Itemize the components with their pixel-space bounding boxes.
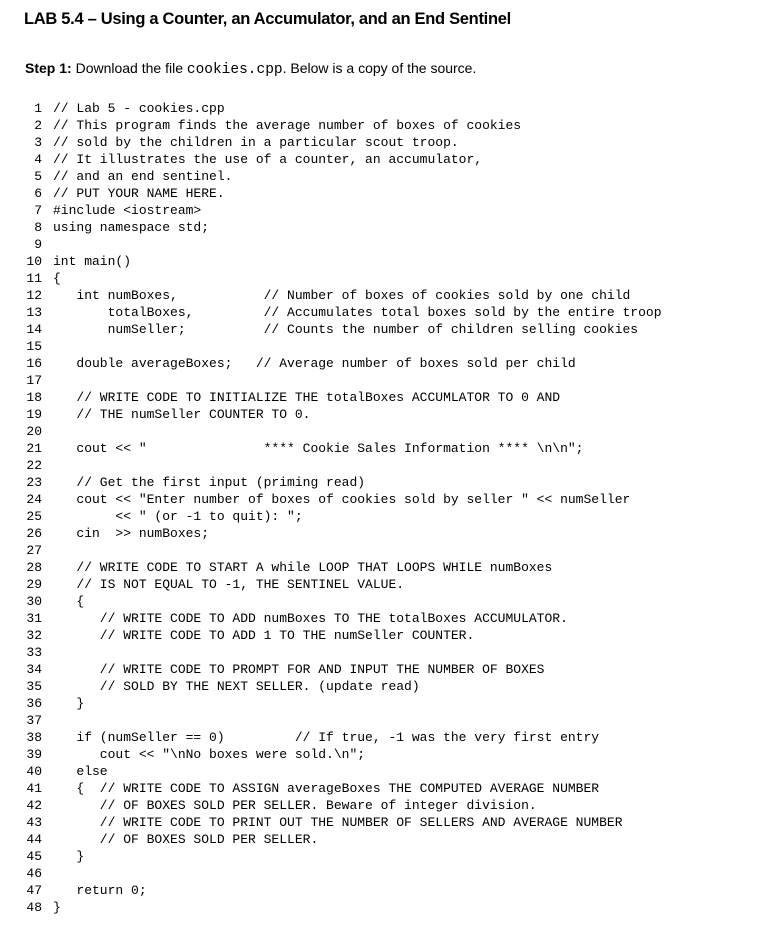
code-text: int main() <box>53 254 132 269</box>
code-text: using namespace std; <box>53 220 210 235</box>
code-text: cin >> numBoxes; <box>53 526 210 541</box>
code-line <box>8 338 662 355</box>
line-number: 13 <box>26 305 42 320</box>
code-text: cout << " **** Cookie Sales Information **** \n\n"; <box>53 441 584 456</box>
code-text: else <box>53 764 108 779</box>
line-number: 48 <box>26 900 42 915</box>
line-number: 10 <box>26 254 42 269</box>
line-number: 14 <box>26 322 42 337</box>
code-line <box>8 355 662 372</box>
code-text: // Get the first input (priming read) <box>53 475 366 490</box>
code-line <box>8 304 662 321</box>
code-text: // WRITE CODE TO PROMPT FOR AND INPUT THE NUMBER OF BOXES <box>53 662 545 677</box>
code-line <box>8 134 662 151</box>
line-number: 21 <box>26 441 42 456</box>
code-line <box>8 865 662 882</box>
code-text: // OF BOXES SOLD PER SELLER. <box>53 832 319 847</box>
line-number: 41 <box>26 781 42 796</box>
line-number: 44 <box>26 832 42 847</box>
line-number: 22 <box>26 458 42 473</box>
code-line <box>8 661 662 678</box>
line-number: 42 <box>26 798 42 813</box>
line-number: 35 <box>26 679 42 694</box>
code-line <box>8 593 662 610</box>
code-line <box>8 389 662 406</box>
code-line <box>8 644 662 661</box>
code-line <box>8 151 662 168</box>
code-line <box>8 525 662 542</box>
code-line <box>8 627 662 644</box>
code-line <box>8 321 662 338</box>
code-line <box>8 712 662 729</box>
code-line <box>8 236 662 253</box>
code-line <box>8 168 662 185</box>
line-number: 8 <box>34 220 42 235</box>
code-line <box>8 406 662 423</box>
step-text-before: Download the file <box>75 60 183 76</box>
line-number: 43 <box>26 815 42 830</box>
code-text: double averageBoxes; // Average number of boxes sold per child <box>53 356 576 371</box>
line-number: 38 <box>26 730 42 745</box>
code-text: // OF BOXES SOLD PER SELLER. Beware of integer division. <box>53 798 537 813</box>
code-text: { <box>53 594 85 609</box>
code-text: // SOLD BY THE NEXT SELLER. (update read) <box>53 679 420 694</box>
line-number: 12 <box>26 288 42 303</box>
line-number: 28 <box>26 560 42 575</box>
code-text: // WRITE CODE TO ADD 1 TO THE numSeller COUNTER. <box>53 628 475 643</box>
code-line <box>8 457 662 474</box>
code-text: { // WRITE CODE TO ASSIGN averageBoxes THE COMPUTED AVERAGE NUMBER <box>53 781 600 796</box>
line-number: 7 <box>34 203 42 218</box>
code-text: // WRITE CODE TO ADD numBoxes TO THE totalBoxes ACCUMULATOR. <box>53 611 568 626</box>
code-text: int numBoxes, // Number of boxes of cookies sold by one child <box>53 288 631 303</box>
code-line <box>8 185 662 202</box>
code-line <box>8 100 662 117</box>
code-text: // This program finds the average number of boxes of cookies <box>53 118 522 133</box>
line-number: 40 <box>26 764 42 779</box>
source-code-listing <box>8 100 662 916</box>
line-number: 17 <box>26 373 42 388</box>
code-line <box>8 253 662 270</box>
code-line <box>8 270 662 287</box>
code-text: #include <iostream> <box>53 203 202 218</box>
step-filename: cookies.cpp <box>186 62 283 78</box>
line-number: 47 <box>26 883 42 898</box>
code-text: { <box>53 271 61 286</box>
code-line <box>8 746 662 763</box>
code-text: // WRITE CODE TO PRINT OUT THE NUMBER OF SELLERS AND AVERAGE NUMBER <box>53 815 623 830</box>
line-number: 4 <box>34 152 42 167</box>
code-text: cout << "Enter number of boxes of cookies sold by seller " << numSeller <box>53 492 631 507</box>
line-number: 33 <box>26 645 42 660</box>
code-text: return 0; <box>53 883 147 898</box>
code-line <box>8 474 662 491</box>
code-text: // THE numSeller COUNTER TO 0. <box>53 407 311 422</box>
code-line <box>8 678 662 695</box>
line-number: 36 <box>26 696 42 711</box>
line-number: 45 <box>26 849 42 864</box>
code-line <box>8 508 662 525</box>
code-text: totalBoxes, // Accumulates total boxes sold by the entire troop <box>53 305 662 320</box>
code-line <box>8 372 662 389</box>
line-number: 31 <box>26 611 42 626</box>
code-line <box>8 559 662 576</box>
line-number: 1 <box>34 101 42 116</box>
line-number: 15 <box>26 339 42 354</box>
line-number: 19 <box>26 407 42 422</box>
line-number: 37 <box>26 713 42 728</box>
code-line <box>8 729 662 746</box>
code-line <box>8 780 662 797</box>
step-text-after: . Below is a copy of the source. <box>282 60 477 76</box>
code-line <box>8 831 662 848</box>
code-line <box>8 576 662 593</box>
code-line <box>8 219 662 236</box>
code-line <box>8 882 662 899</box>
line-number: 24 <box>26 492 42 507</box>
code-text: << " (or -1 to quit): "; <box>53 509 303 524</box>
line-number: 5 <box>34 169 42 184</box>
code-text: // PUT YOUR NAME HERE. <box>53 186 225 201</box>
code-line <box>8 491 662 508</box>
line-number: 11 <box>26 271 42 286</box>
code-line <box>8 848 662 865</box>
code-text: // Lab 5 - cookies.cpp <box>53 101 225 116</box>
code-line <box>8 423 662 440</box>
line-number: 30 <box>26 594 42 609</box>
step-instruction <box>25 60 476 78</box>
code-text: // WRITE CODE TO INITIALIZE THE totalBoxes ACCUMLATOR TO 0 AND <box>53 390 561 405</box>
code-text: } <box>53 849 85 864</box>
line-number: 32 <box>26 628 42 643</box>
line-number: 6 <box>34 186 42 201</box>
code-text: // It illustrates the use of a counter, an accumulator, <box>53 152 483 167</box>
code-text: cout << "\nNo boxes were sold.\n"; <box>53 747 366 762</box>
line-number: 2 <box>34 118 42 133</box>
line-number: 20 <box>26 424 42 439</box>
line-number: 29 <box>26 577 42 592</box>
code-line <box>8 440 662 457</box>
code-line <box>8 202 662 219</box>
code-text: numSeller; // Counts the number of children selling cookies <box>53 322 639 337</box>
line-number: 34 <box>26 662 42 677</box>
code-text: } <box>53 696 85 711</box>
code-line <box>8 899 662 916</box>
code-text: // IS NOT EQUAL TO -1, THE SENTINEL VALUE. <box>53 577 405 592</box>
code-line <box>8 695 662 712</box>
line-number: 23 <box>26 475 42 490</box>
line-number: 16 <box>26 356 42 371</box>
code-text: // and an end sentinel. <box>53 169 233 184</box>
code-line <box>8 797 662 814</box>
code-text: // sold by the children in a particular scout troop. <box>53 135 459 150</box>
code-line <box>8 610 662 627</box>
code-line <box>8 763 662 780</box>
line-number: 27 <box>26 543 42 558</box>
line-number: 9 <box>34 237 42 252</box>
code-line <box>8 542 662 559</box>
code-text: // WRITE CODE TO START A while LOOP THAT LOOPS WHILE numBoxes <box>53 560 553 575</box>
lab-title: LAB 5.4 – Using a Counter, an Accumulator, and an End Sentinel <box>24 10 511 28</box>
line-number: 39 <box>26 747 42 762</box>
line-number: 18 <box>26 390 42 405</box>
code-line <box>8 287 662 304</box>
line-number: 46 <box>26 866 42 881</box>
code-text: } <box>53 900 61 915</box>
line-number: 3 <box>34 135 42 150</box>
code-line <box>8 814 662 831</box>
code-text: if (numSeller == 0) // If true, -1 was the very first entry <box>53 730 600 745</box>
line-number: 25 <box>26 509 42 524</box>
code-line <box>8 117 662 134</box>
line-number: 26 <box>26 526 42 541</box>
step-label: Step 1: <box>25 60 72 76</box>
